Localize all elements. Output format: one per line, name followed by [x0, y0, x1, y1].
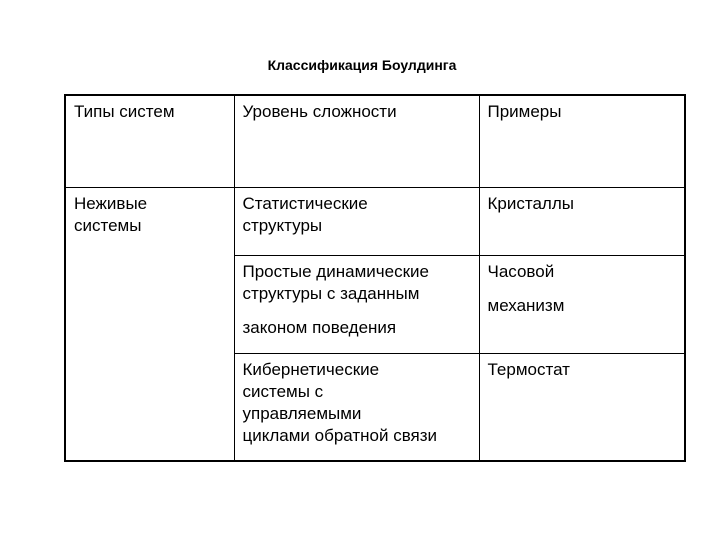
table-header-row	[65, 95, 685, 187]
cell-line: структуры с заданным	[242, 283, 420, 303]
cell-complexity-level	[234, 353, 479, 461]
cell-line: структуры	[242, 215, 323, 235]
table-row	[65, 187, 685, 255]
cell-line: Часовой	[487, 261, 555, 281]
cell-example	[479, 353, 685, 461]
cell-complexity-level	[234, 187, 479, 255]
header-system-types: Типы систем	[74, 102, 175, 121]
cell-example	[479, 187, 685, 255]
cell-line: Неживые	[74, 193, 148, 213]
cell-complexity-level	[234, 255, 479, 353]
cell-line: циклами обратной связи	[242, 425, 438, 445]
cell-system-type	[65, 187, 234, 255]
boulding-classification-table	[64, 94, 686, 462]
table-row	[65, 255, 685, 353]
cell-line: управляемыми	[242, 403, 362, 423]
cell-line: Термостат	[487, 359, 570, 379]
cell-line: системы	[74, 215, 142, 235]
cell-line: Кристаллы	[487, 193, 574, 213]
header-complexity-level: Уровень сложности	[234, 95, 479, 187]
cell-line: механизм	[487, 295, 565, 315]
cell-example	[479, 255, 685, 353]
table-row	[65, 353, 685, 461]
cell-line: Кибернетические	[242, 359, 380, 379]
cell-system-type	[65, 353, 234, 461]
cell-line: Простые динамические	[242, 261, 429, 281]
table-title: Классификация Боулдинга	[267, 57, 457, 73]
cell-line: законом поведения	[242, 317, 397, 337]
cell-system-type	[65, 255, 234, 353]
header-examples: Примеры	[479, 95, 685, 187]
cell-line: Статистические	[242, 193, 368, 213]
cell-line: системы с	[242, 381, 324, 401]
